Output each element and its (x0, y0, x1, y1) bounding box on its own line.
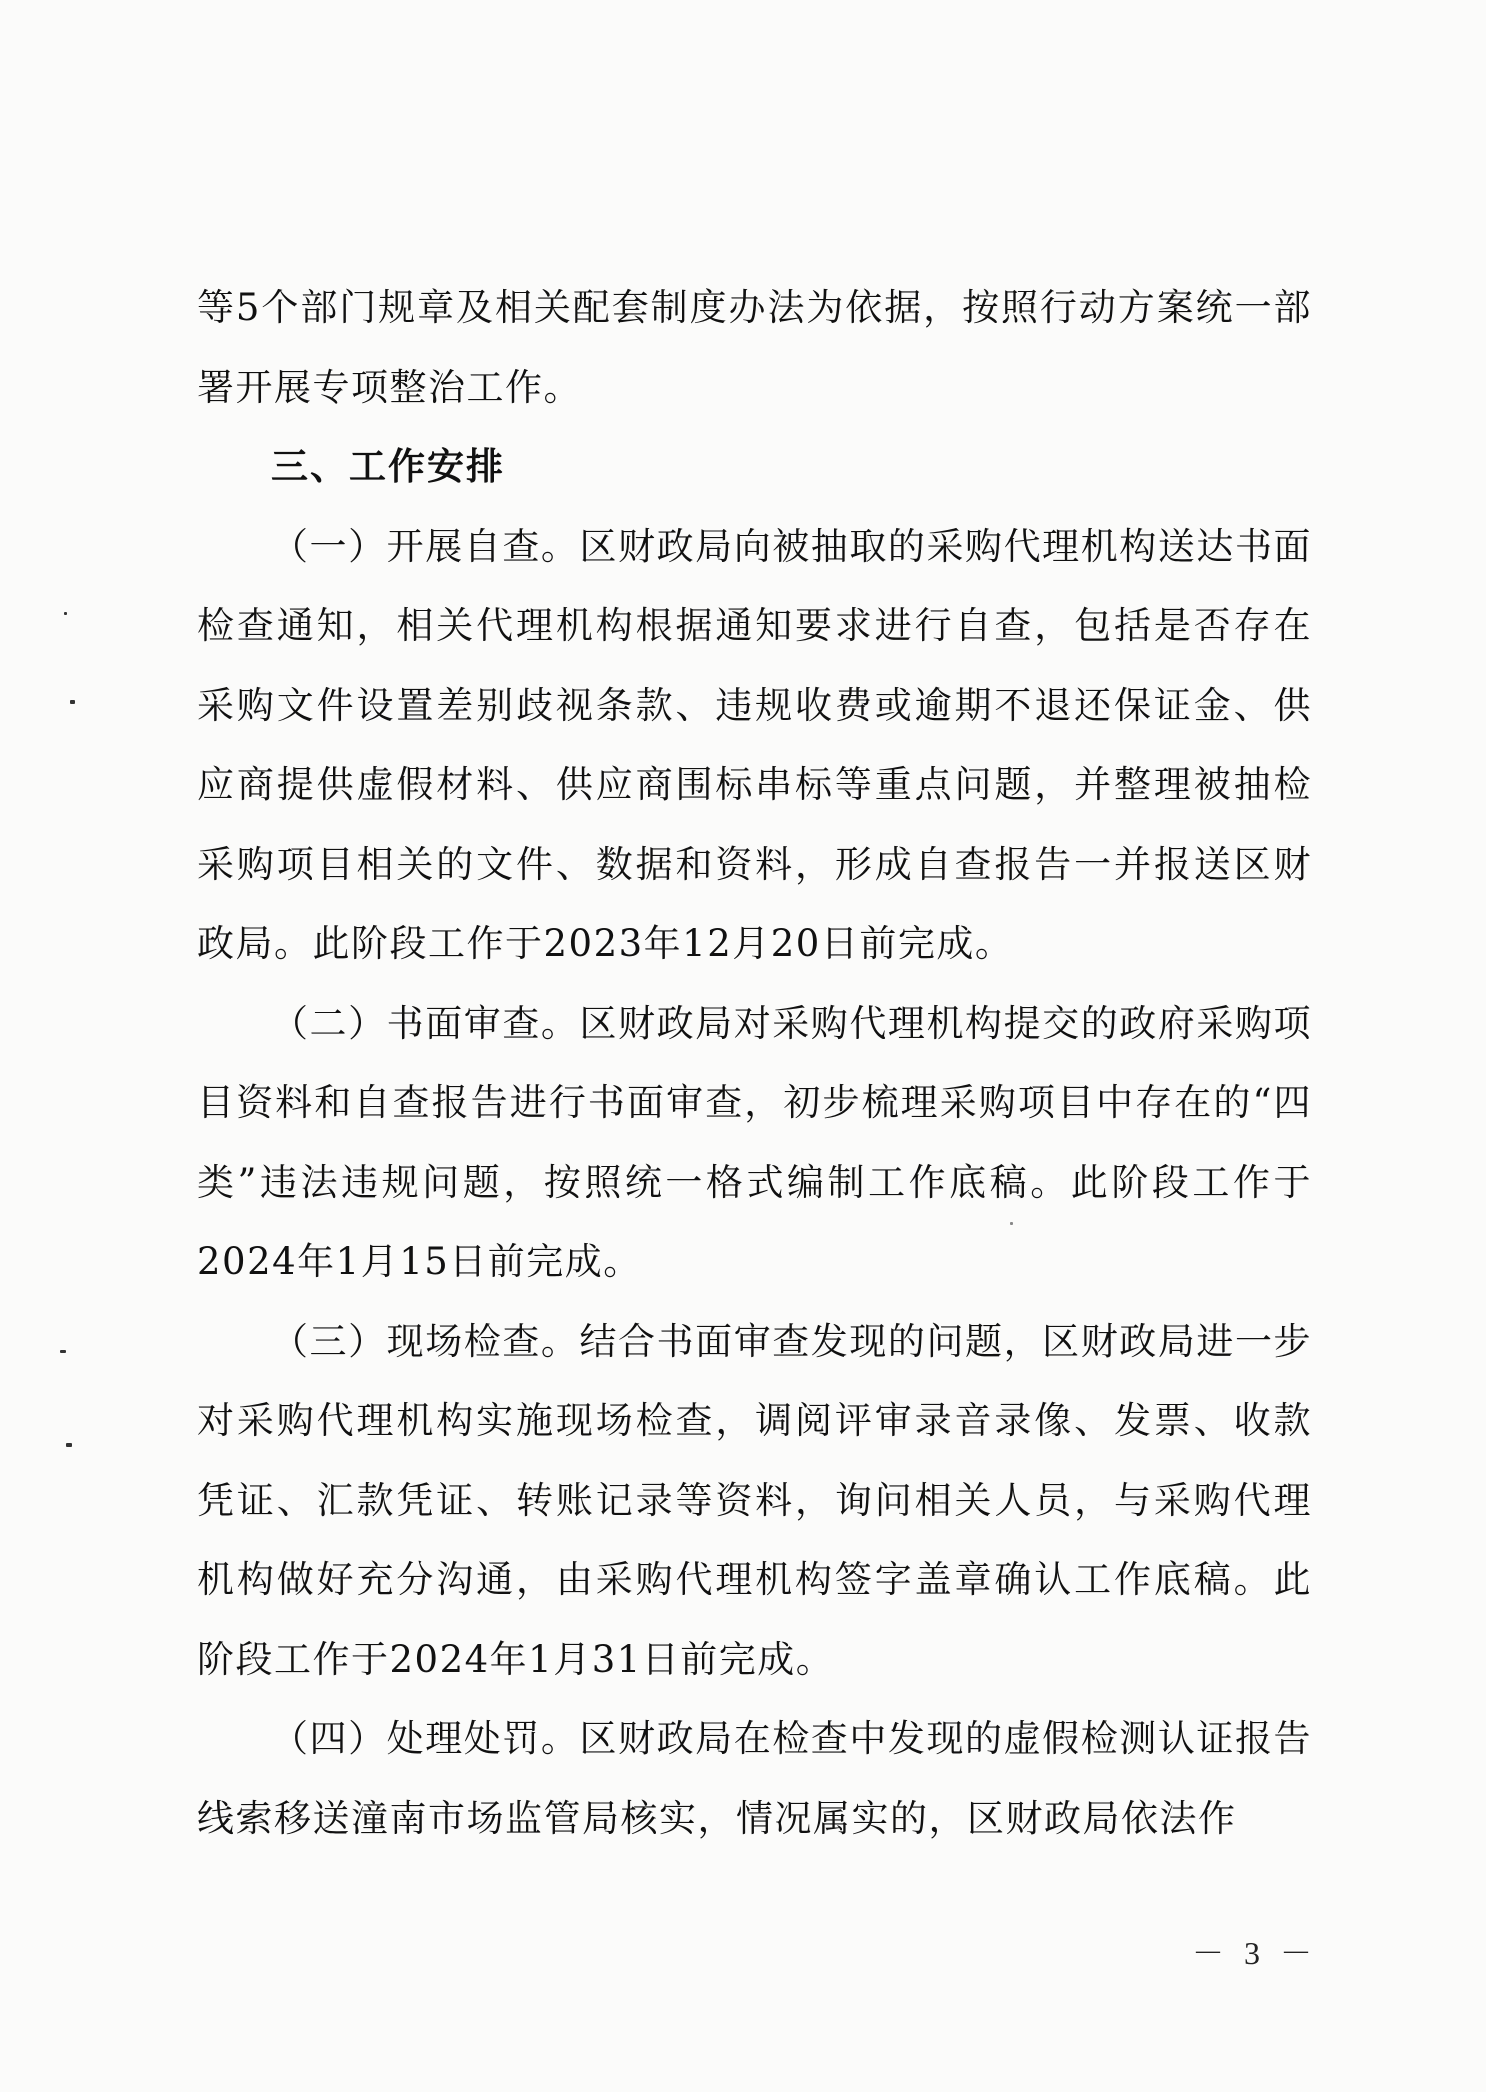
page-number: － 3 － (1191, 1935, 1318, 1971)
paragraph-continuation: 等5个部门规章及相关配套制度办法为依据，按照行动方案统一部署开展专项整治工作。 (197, 286, 1312, 409)
scan-speck (66, 1443, 72, 1447)
body-text (197, 268, 1312, 1858)
paragraph-self-inspection: （一）开展自查。区财政局向被抽取的采购代理机构送达书面检查通知，相关代理机构根据通知要求进行自查，包括是否存在采购文件设置差别歧视条款、违规收费或逾期不退还保证金、供应商提供虚假材料、供应商围标串标等重点问题，并整理被抽检采购项目相关的文件、数据和资料，形成自查报告一并报送区财政局。此阶段工作于2023年12月20日前完成。 (197, 524, 1312, 965)
paragraph-onsite-inspection: （三）现场检查。结合书面审查发现的问题，区财政局进一步对采购代理机构实施现场检查，调阅评审录音录像、发票、收款凭证、汇款凭证、转账记录等资料，询问相关人员，与采购代理机构做好充分沟通，由采购代理机构签字盖章确认工作底稿。此阶段工作于2024年1月31日前完成。 (197, 1319, 1312, 1681)
scan-speck (70, 700, 75, 704)
paragraph-handling-penalty: （四）处理处罚。区财政局在检查中发现的虚假检测认证报告线索移送潼南市场监管局核实，情况属实的，区财政局依法作 (197, 1717, 1312, 1840)
paragraph-written-review: （二）书面审查。区财政局对采购代理机构提交的政府采购项目资料和自查报告进行书面审查，初步梳理采购项目中存在的“四类”违法违规问题，按照统一格式编制工作底稿。此阶段工作于2024年1月15日前完成。 (197, 1001, 1312, 1283)
scan-speck (64, 612, 67, 615)
scan-speck (60, 1350, 66, 1353)
section-heading-work-arrangement: 三、工作安排 (271, 445, 505, 488)
scan-speck (1010, 1222, 1013, 1225)
